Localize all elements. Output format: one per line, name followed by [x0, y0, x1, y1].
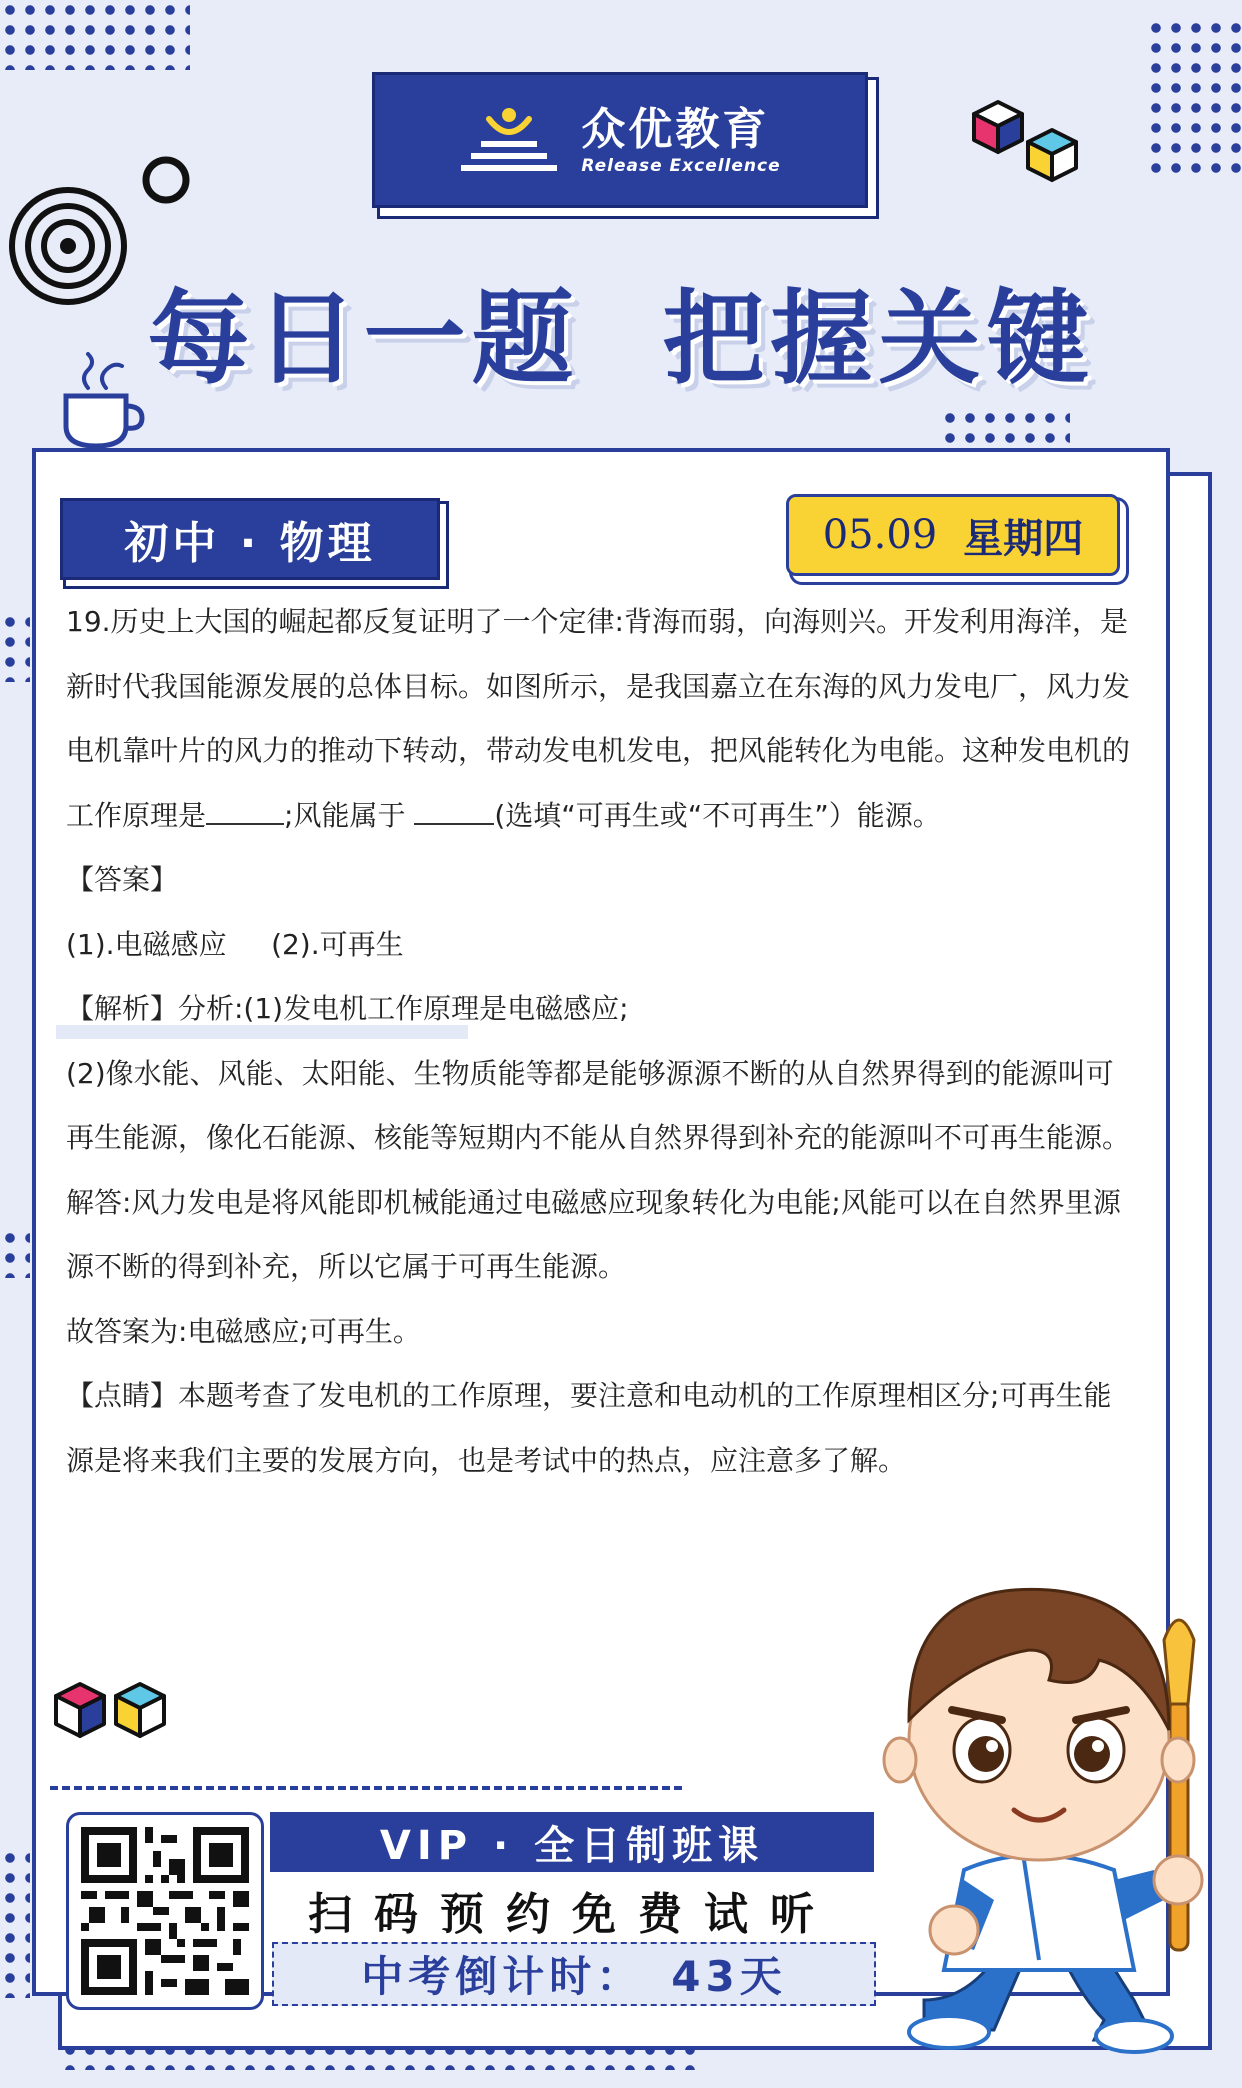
question-text: 19.历史上大国的崛起都反复证明了一个定律:背海而弱，向海则兴。开发利用海洋，是新时代我国能源发展的总体目标。如图所示，是我国嘉立在东海的风力发电厂，风力发电机靠叶片的风力的推动下转动，带动发电机发电，把风能转化为电能。这种发电机的工作原理是 ;风能属于 (选填“可再生或“不可再生”）能源。	[66, 605, 1131, 832]
divider	[50, 1786, 682, 1790]
logo-icon	[459, 105, 559, 175]
question-content	[66, 590, 1136, 1493]
date-badge	[786, 494, 1120, 576]
date-day: 05.09	[822, 512, 938, 558]
qr-code[interactable]	[66, 1812, 264, 2010]
countdown-value: 43天	[671, 1952, 787, 2001]
brand-slogan: Release Excellence	[581, 156, 781, 176]
vip-banner: VIP · 全日制班课	[270, 1812, 874, 1872]
cube-icon	[968, 96, 1088, 196]
brand-name: 众优教育	[581, 104, 770, 155]
decor-dots-right-mid	[940, 408, 1070, 444]
decor-dots-top-right	[1146, 18, 1242, 178]
trial-text: 扫码预约免费试听	[308, 1889, 836, 1940]
decor-dots-bottom-left	[0, 1848, 30, 1998]
countdown-label: 中考倒计时：	[361, 1952, 644, 2001]
logo-banner	[372, 72, 868, 208]
analysis-p1: 【解析】分析:(1)发电机工作原理是电磁感应;	[66, 992, 629, 1025]
subject-tab: 初中 · 物理	[60, 498, 440, 580]
answer-text: (1).电磁感应 (2).可再生	[66, 927, 404, 961]
decor-dots-left-lower	[0, 1228, 30, 1278]
decor-dots-top-left	[0, 0, 190, 70]
analysis-p3: 故答案为:电磁感应;可再生。	[66, 1314, 421, 1348]
countdown	[272, 1942, 876, 2006]
mascot	[864, 1580, 1214, 2060]
page-title: 每日一题 把握关键	[147, 280, 1095, 399]
qr-code-image	[81, 1827, 249, 1995]
date-weekday: 星期四	[963, 514, 1084, 562]
answer-blank-1	[206, 797, 284, 825]
cube-icon-bottom	[50, 1680, 180, 1744]
answer-heading: 【答案】	[66, 863, 179, 896]
answer-blank-2	[414, 797, 494, 825]
analysis-p4: 【点睛】本题考查了发电机的工作原理，要注意和电动机的工作原理相区分;可再生能源是将来我们主要的发展方向，也是考试中的热点，应注意多了解。	[66, 1379, 1112, 1477]
analysis-p2: (2)像水能、风能、太阳能、生物质能等都是能够源源不断的从自然界得到的能源叫可再生能源，像化石能源、核能等短期内不能从自然界得到补充的能源叫不可再生能源。解答:风力发电是将风能即机械能通过电磁感应现象转化为电能;风能可以在自然界里源源不断的得到补充，所以它属于可再生能源。	[66, 1056, 1131, 1283]
decor-dots-left-mid	[0, 612, 30, 682]
